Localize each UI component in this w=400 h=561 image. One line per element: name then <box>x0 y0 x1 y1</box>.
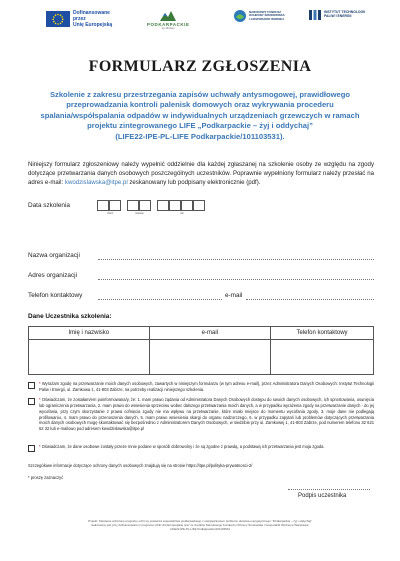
phone-label: Telefon kontaktowy <box>28 292 83 299</box>
org-name-label: Nazwa organizacji <box>28 252 80 259</box>
consent-text-1 <box>39 381 374 393</box>
itp-logo <box>308 9 366 21</box>
training-subtitle <box>40 90 360 142</box>
eu-logo-text <box>73 10 121 28</box>
required-mark-2: * <box>39 397 41 402</box>
date-day-box-1[interactable] <box>97 200 109 211</box>
consent-checkbox-1[interactable] <box>28 382 35 389</box>
contact-email-link[interactable]: kwodzislawska@itpe.pl <box>64 178 128 186</box>
itp-line1: INSTYTUT TECHNOLOGII <box>324 10 366 15</box>
consent-text-3-body: Oświadczam, że dane osobowe zostały przeze mnie podane w sposób dobrowolny i że są zgodne z prawdą, a podstawą ich przetwarzania jest moja zgoda. <box>41 444 325 449</box>
nfosigw-logo <box>233 9 305 23</box>
itp-logo-text <box>324 11 366 19</box>
date-caption-year: rok <box>180 212 184 215</box>
date-year-box-4[interactable] <box>193 200 205 211</box>
subtitle-line3: spalania/współspalania odpadów w indywidualnych urządzeniach grzewczych w ramach <box>40 110 360 120</box>
date-month-box-2[interactable] <box>139 200 151 211</box>
intro-text-end: zeskanowany lub podpisany elektronicznie (pdf). <box>127 178 261 186</box>
date-year-box-1[interactable] <box>157 200 169 211</box>
date-year-box-2[interactable] <box>169 200 181 211</box>
column-header-email: e-mail <box>149 327 270 340</box>
nfosigw-line2: OCHRONY ŚRODOWISKA <box>249 13 285 18</box>
consent-text-1-body: Wyrażam zgodę na przetwarzanie moich danych osobowych, zawartych w niniejszym formularzu (w tym adresu e-mail), przez Administratora Danych Osobowych: Instytut Technologii Paliw i Energii, ul. Zamkowa 1, 41-803 Zabrze, na potrzeby realizacji niniejszego szkolenia. <box>39 381 374 392</box>
podkarpackie-logo <box>147 8 190 30</box>
eu-logo-line1: Dofinansowane przez <box>73 10 110 22</box>
consent-checkbox-3[interactable] <box>28 445 35 452</box>
eu-logo-line2: Unię Europejską <box>73 22 113 28</box>
subtitle-line5: (LIFE22-IPE-PL-LIFE Podkarpackie/101103531). <box>115 131 285 141</box>
eu-flag-icon <box>46 11 70 27</box>
itp-line2: PALIW I ENERGII <box>324 14 352 18</box>
subtitle-line2: przeprowadzania kontroli palenisk domowych oraz wykrywania procederu <box>66 100 334 110</box>
footer-line1: Projekt: Szkolenie wdrożone programu ochrony powietrza województwa podkarpackiego z uwzględnieniem problemu ubóstwa energetycznego "Podkarpackie – żyj i oddychaj" <box>88 519 312 523</box>
date-label: Data szkolenia <box>28 202 70 209</box>
intro-text: Niniejszy formularz zgłoszeniowy należy wypełnić oddzielnie dla każdej zgłaszanej na szkolenie osoby ze względu na zgody dotyczące przetwarzania danych osobowych poszczególnych uczestników. Poprawnie wypełniony formularz należy przesłać na adres e-mail: <box>28 161 374 186</box>
project-footer <box>38 520 362 531</box>
itp-emblem-icon <box>308 9 322 21</box>
date-month-box-1[interactable] <box>127 200 139 211</box>
consent-text-2-body: Oświadczam, że zostałam/em poinformowana/y, że: 1. mam prawo żądania od Administratora Danych Osobowych dostępu do swoich danych osobowych, ich sprostowania, usunięcia lub ograniczenia przetwarzania, 2. mam prawo do wniesienia sprzeciwu wobec dalszego przetwarzania moich danych, a w przypadku wyrażenia zgody na przetwarzanie danych - do jej wycofania, przy czym skorzystanie z prawa cofnięcia zgody nie ma wpływu na przetwarzanie, które miało miejsce do momentu wycofania zgody, 3. moje dane nie podlegają profilowaniu, 4. mam prawo do przenoszenia danych, 5. mam prawo wniesienia skargi do organu nadzorczego, 6. w przypadku zapytań lub problemów dotyczących przetwarzania moich danych osobowych mogę skontaktować się bezpośrednio z Administratorem Danych Osobowych, w siedzibie przy ul. Zamkowej 1, 41-803 Zabrze, pod numerem telefonu 32 621 62 32 lub e-mailowo pod adresem kwodzislawska@itpe.pl <box>39 397 375 432</box>
intro-paragraph <box>28 161 374 188</box>
subtitle-line1: Szkolenie z zakresu przestrzegania zapisów uchwały antysmogowej, prawidłowego <box>49 90 351 99</box>
date-year-box-3[interactable] <box>181 200 193 211</box>
podkarpackie-mountain-icon <box>159 8 177 22</box>
participant-name-cell[interactable] <box>29 340 150 375</box>
nfosigw-line1: NARODOWY FUNDUSZ <box>249 9 282 14</box>
column-header-phone: Telefon kontaktowy <box>271 327 374 340</box>
required-mark-1: * <box>39 381 41 386</box>
date-day-box-2[interactable] <box>109 200 121 211</box>
participant-table <box>28 326 374 375</box>
required-mark-3: * <box>39 444 41 449</box>
consent-text-2 <box>39 397 374 432</box>
signature-line[interactable] <box>288 489 370 490</box>
participant-table-row <box>29 340 374 375</box>
email-label: e-mail <box>225 292 243 299</box>
participant-phone-cell[interactable] <box>271 340 374 375</box>
consent-checkbox-2[interactable] <box>28 398 35 405</box>
podkarpackie-logo-name: PODKARPACKIE <box>147 22 190 27</box>
date-caption-month: miesiąc <box>135 212 144 215</box>
participant-table-header <box>29 327 374 340</box>
participant-section-heading: Dane Uczestnika szkolenia: <box>28 313 112 320</box>
nfosigw-logo-text <box>249 11 305 21</box>
nfosigw-line3: I GOSPODARKI WODNEJ <box>249 16 284 21</box>
signature-label: Podpis uczestnika <box>298 493 347 499</box>
email-field[interactable] <box>246 299 374 300</box>
podkarpackie-logo-tagline: ku zdrowiu <box>162 27 175 30</box>
org-address-field[interactable] <box>98 279 374 280</box>
date-caption-day: dzień <box>107 212 114 215</box>
nfosigw-emblem-icon <box>233 9 247 23</box>
consent-text-3 <box>39 444 374 450</box>
footer-line3: LIFE22-IPE-PL-LIFE Podkarpackie/101103531 <box>170 526 230 531</box>
page-title: FORMULARZ ZGŁOSZENIA <box>88 58 312 75</box>
participant-email-cell[interactable] <box>149 340 270 375</box>
column-header-name: Imię i nazwisko <box>29 327 150 340</box>
org-name-field[interactable] <box>98 259 374 260</box>
privacy-note: Szczegółowe informacje dotyczące ochrony danych osobowych znajdują się na stronie https://itpe.pl/polityka-prywatnosci-2/ <box>28 463 253 468</box>
required-note: * proszę zaznaczyć <box>28 475 64 480</box>
phone-field[interactable] <box>98 299 222 300</box>
subtitle-line4: projektu zintegrowanego LIFE „Podkarpackie – żyj i oddychaj” <box>87 121 313 131</box>
eu-logo <box>46 10 121 28</box>
footer-line2: realizowany jest przy dofinansowaniu z programu LIFE Unii Europejskiej oraz ze środków Narodowego Funduszu Ochrony Środowiska i Gospodarki Wodnej w Warszawie. <box>90 522 310 527</box>
org-address-label: Adres organizacji <box>28 272 78 279</box>
